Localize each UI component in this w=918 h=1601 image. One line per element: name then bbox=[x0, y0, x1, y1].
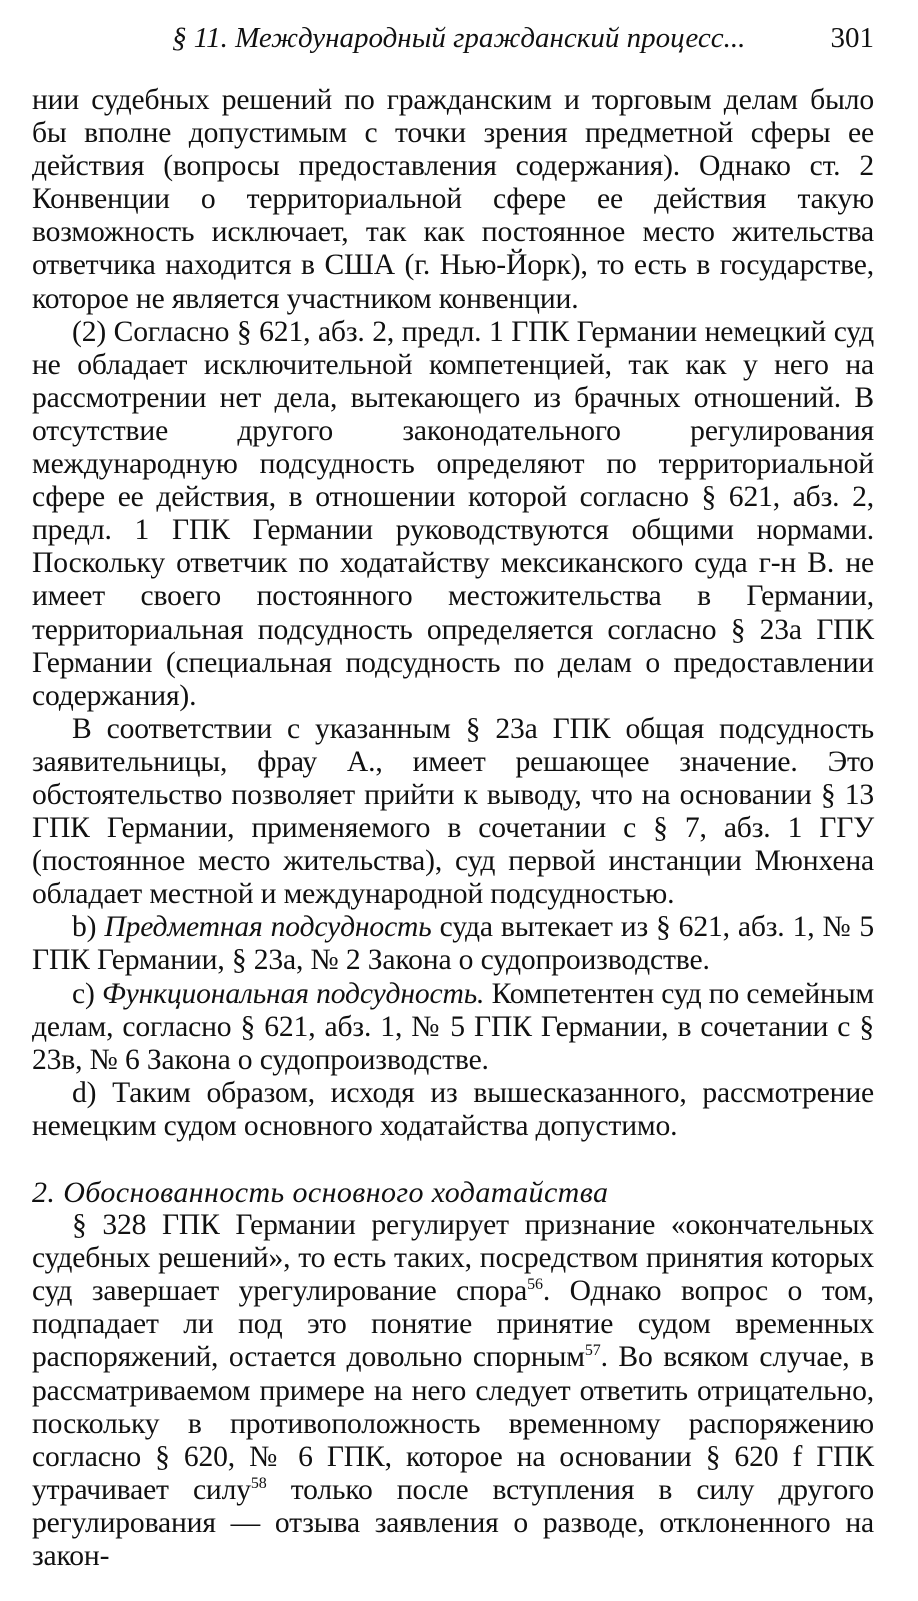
term-functional-jurisdiction: Функциональная подсудность. bbox=[102, 977, 485, 1010]
paragraph-conclusion: d) Таким образом, исходя из вышесказанного, рассмотрение немецким судом основного ходатайства допустимо. bbox=[32, 1076, 874, 1142]
book-page bbox=[32, 14, 874, 1573]
paragraph-subject-jurisdiction-text: суда вытекает из § 621, абз. 1, № 5 ГПК Германии, § 23а, № 2 Закона о судопроизводстве. bbox=[32, 911, 874, 977]
page-number: 301 bbox=[830, 22, 874, 54]
recognition-text-3: . Во всяком случае, в рассматриваемом примере на него следует ответить отрицательно, поскольку в противоположность временному распоряжению согласно § 620, № 6 ГПК, которое на основании § 620 f ГПК утрачивает силу bbox=[32, 1341, 874, 1506]
section-heading: 2. Обоснованность основного ходатайства bbox=[32, 1176, 609, 1209]
footnote-ref-56: 56 bbox=[527, 1276, 543, 1294]
paragraph-functional-jurisdiction bbox=[32, 978, 874, 1077]
paragraph-functional-jurisdiction-text: Компетентен суд по семейным делам, согласно § 621, абз. 1, № 5 ГПК Германии, в сочетании с § 23в, № 6 Закона о судопроизводстве. bbox=[32, 977, 875, 1076]
recognition-text-1: § 328 ГПК Германии регулирует признание «окончательных судебных решений», то есть таких, посредством принятия которых суд завершает урегулирование спора bbox=[32, 1209, 874, 1308]
footnote-ref-57: 57 bbox=[584, 1342, 601, 1360]
running-header bbox=[32, 14, 874, 62]
main-text bbox=[32, 84, 874, 1573]
footnote-ref-58: 58 bbox=[250, 1474, 267, 1492]
item-marker-b: b) bbox=[72, 911, 97, 944]
recognition-text-2: . Однако вопрос о том, подпадает ли под это понятие принятие судом временных распоряжений, остается довольно спорным bbox=[32, 1275, 874, 1374]
paragraph-subject-jurisdiction bbox=[32, 911, 874, 977]
paragraph-general-jurisdiction: В соответствии с указанным § 23а ГПК общая подсудность заявительницы, фрау А., имеет решающее значение. Это обстоятельство позволяет прийти к выводу, что на основании § 13 ГПК Германии, применяемого в сочетании с § 7, абз. 1 ГГУ (постоянное место жительства), суд первой инстанции Мюнхена обладает местной и международной подсудностью. bbox=[32, 712, 874, 911]
recognition-text-4: только после вступления в силу другого регулирования — отзыва заявления о разводе, отклоненного на закон- bbox=[32, 1473, 874, 1573]
term-subject-jurisdiction: Предметная подсудность bbox=[104, 911, 432, 944]
paragraph-point-2: (2) Согласно § 621, абз. 2, предл. 1 ГПК Германии немецкий суд не обладает исключительной компетенцией, так как у него на рассмотрении нет дела, вытекающего из брачных отношений. В отсутствие другого законодательного регулирования международную подсудность определяют по территориальной сфере ее действия, в отношении которой согласно § 621, абз. 2, предл. 1 ГПК Германии руководствуются общими нормами. Поскольку ответчик по ходатайству мексиканского суда г-н В. не имеет своего постоянного местожительства в Германии, территориальная подсудность определяется согласно § 23а ГПК Германии (специальная подсудность по делам о предоставлении содержания). bbox=[32, 315, 874, 712]
paragraph-continuation: нии судебных решений по гражданским и торговым делам было бы вполне допустимым с точки зрения предметной сферы ее действия (вопросы предоставления содержания). Однако ст. 2 Конвенции о территориальной сфере ее действия такую возможность исключает, так как постоянное место жительства ответчика находится в США (г. Нью-Йорк), то есть в государстве, которое не является участником конвенции. bbox=[32, 84, 874, 315]
item-marker-c: c) bbox=[72, 977, 95, 1010]
paragraph-recognition bbox=[32, 1209, 874, 1573]
running-title: § 11. Международный гражданский процесс... bbox=[172, 22, 746, 54]
